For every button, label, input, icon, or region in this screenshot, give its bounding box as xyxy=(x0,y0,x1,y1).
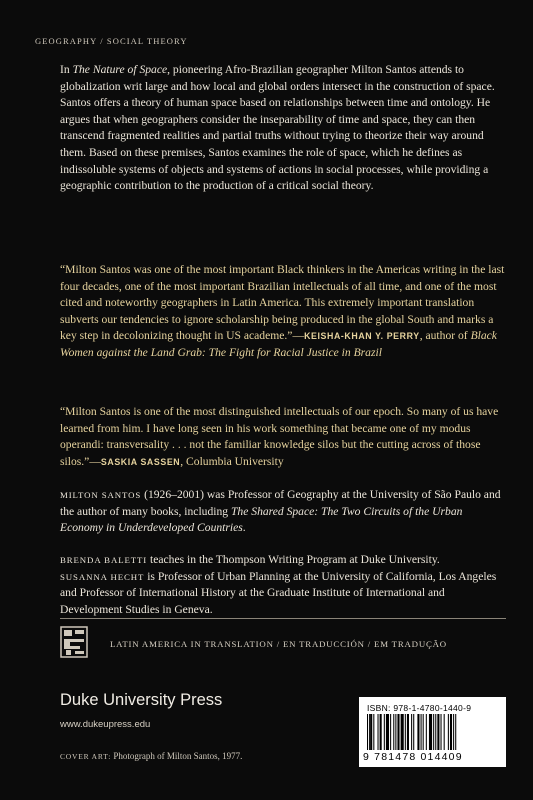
barcode-bar xyxy=(411,714,412,750)
barcode-bar xyxy=(370,714,372,750)
barcode-bar xyxy=(380,714,382,750)
barcode-bars xyxy=(367,714,498,750)
category-label: GEOGRAPHY / SOCIAL THEORY xyxy=(35,36,188,46)
cover-art-label: COVER ART: xyxy=(60,752,112,761)
quote-text: “Milton Santos was one of the most important Black thinkers in the Americas writing in the last four decades, one of the most important Brazilian intellectuals of all time, and one of the most cited and noteworthy geographers in Latin America. This extremely important translation subverts our tendencies to ignore scholarship being produced in the global South and marks a key step in decolonizing thought in US academe.” xyxy=(60,263,505,343)
barcode-bar xyxy=(433,714,434,750)
cover-art-text: Photograph of Milton Santos, 1977. xyxy=(111,751,243,761)
barcode-bar xyxy=(401,714,404,750)
barcode-bar xyxy=(386,714,389,750)
barcode-bar xyxy=(393,714,394,750)
barcode-bar xyxy=(444,714,445,750)
author-book: The Shared Space: The Two Circuits of the Urban Economy in Underdeveloped Countries xyxy=(60,504,463,535)
quote-author-book: Black Women against the Land Grab: The Fight for Racial Justice in Brazil xyxy=(60,329,497,359)
publisher-url: www.dukeupress.edu xyxy=(60,719,151,730)
description-intro: In xyxy=(60,63,73,76)
barcode-bar xyxy=(407,714,409,750)
endorsement-perry xyxy=(60,262,506,362)
quote-affiliation: , Columbia University xyxy=(180,454,284,468)
barcode-bar xyxy=(437,714,439,750)
barcode-bar xyxy=(441,714,442,750)
quote-author: KEISHA-KHAN Y. PERRY xyxy=(304,331,420,342)
barcode-bar xyxy=(421,714,422,750)
barcode-bar xyxy=(455,714,456,750)
publisher-name: Duke University Press xyxy=(60,691,223,709)
translator-name-hecht: SUSANNA HECHT xyxy=(60,571,145,582)
barcode-bar xyxy=(395,714,396,750)
author-bio-text: (1926–2001) was Professor of Geography at the University of São Paulo and the author of many books, including xyxy=(60,488,501,518)
barcode-bar xyxy=(429,714,432,750)
barcode-bar xyxy=(405,714,406,750)
author-name: MILTON SANTOS xyxy=(60,490,142,500)
quote-author: SASKIA SASSEN xyxy=(100,456,181,467)
endorsement-sassen xyxy=(60,404,506,470)
barcode-bar xyxy=(390,714,391,750)
series-logo-icon xyxy=(60,626,88,658)
translator-bios xyxy=(60,552,506,618)
cover-art-credit xyxy=(60,751,242,761)
barcode-bar xyxy=(417,714,419,750)
divider-line xyxy=(60,618,506,619)
barcode-bar xyxy=(367,714,368,750)
author-bio xyxy=(60,487,506,537)
translator-bio-hecht: is Professor of Urban Planning at the University of California, Los Angeles and Professor of International History at the Graduate Institute of International and Development Studies in Geneva. xyxy=(60,569,497,616)
barcode-bar xyxy=(378,714,379,750)
quote-dash: — xyxy=(89,454,101,468)
barcode-bar xyxy=(384,714,385,750)
author-bio-end: . xyxy=(242,521,246,535)
series-name: LATIN AMERICA IN TRANSLATION / EN TRADUCCIÓN / EM TRADUÇÃO xyxy=(110,639,447,649)
quote-text: “Milton Santos is one of the most distinguished intellectuals of our epoch. So many of us have learned from him. I have long seen in his work something that became one of my modus operandi: transversality . . . not the familiar knowledge silos but the cutting across of those silos.” xyxy=(60,405,499,468)
barcode-bar xyxy=(450,714,452,750)
book-title: The Nature of Space xyxy=(72,63,168,76)
barcode-bar xyxy=(413,714,414,750)
barcode-bar xyxy=(448,714,449,750)
description-body: , pioneering Afro-Brazilian geographer Milton Santos attends to globalization writ large and how local and global orders intersect in the construction of space. Santos offers a theory of human space based on relationships between time and ontology. He argues that when geographers consider the inseparability of time and space, they can then transcend fragmented realities and partial truths without trying to theorize their way around them. Based on these premises, Santos examines the role of space, which he defines as indissoluble systems of objects and systems of actions in social processes, while providing a geographic contribution to the production of a critical social theory. xyxy=(60,63,495,193)
barcode-bar xyxy=(426,714,427,750)
quote-author-of: , author of xyxy=(419,329,471,343)
barcode-bar xyxy=(373,714,374,750)
barcode-bar xyxy=(453,714,454,750)
barcode-bar xyxy=(423,714,424,750)
translator-bio-baletti: teaches in the Thompson Writing Program at Duke University. xyxy=(147,553,440,566)
barcode-bar xyxy=(369,714,370,750)
quote-dash: — xyxy=(292,329,305,343)
barcode-bar xyxy=(397,714,399,750)
translator-name-baletti: BRENDA BALETTI xyxy=(60,555,148,565)
book-description xyxy=(60,62,506,195)
barcode-panel xyxy=(359,697,506,767)
isbn-label: ISBN: 978-1-4780-1440-9 xyxy=(367,703,472,713)
barcode-bar xyxy=(435,714,436,750)
barcode-number: 9 781478 014409 xyxy=(363,751,463,763)
